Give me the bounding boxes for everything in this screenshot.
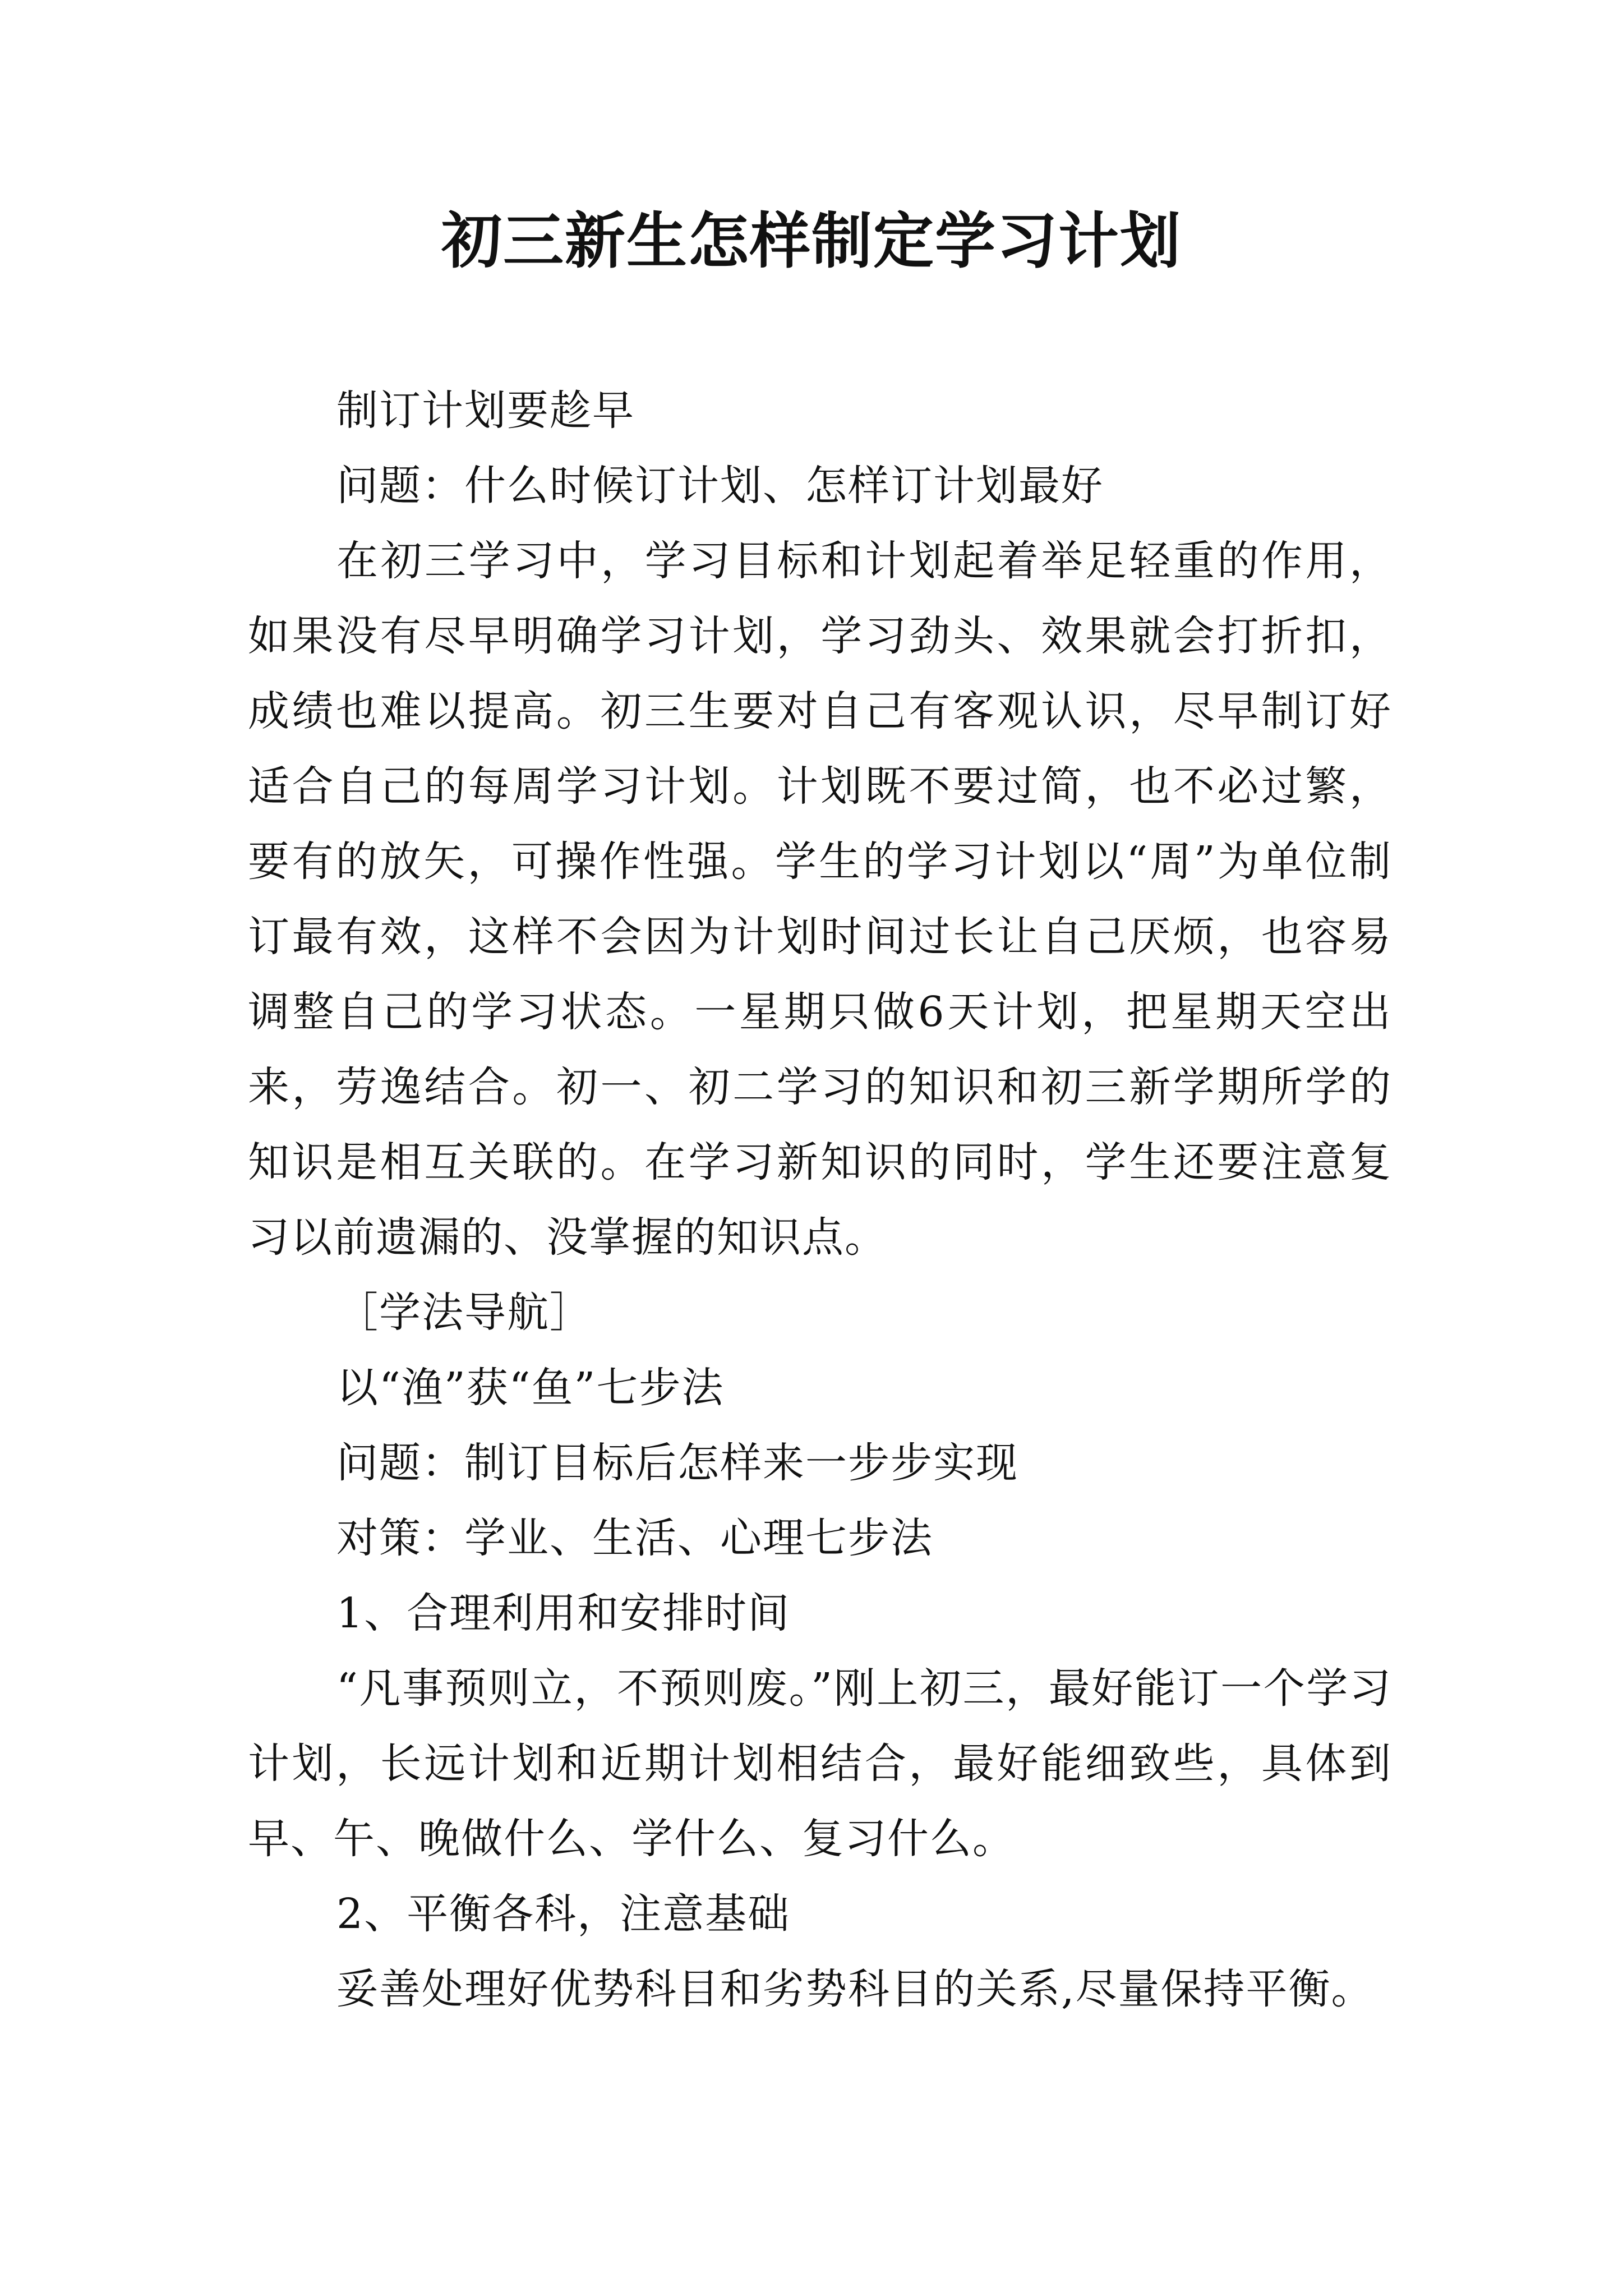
question-line: 问题：什么时候订计划、怎样订计划最好 (336, 462, 1104, 510)
question-line: 问题：制订目标后怎样来一步步实现 (336, 1439, 1018, 1487)
section-tag: ［学法导航］ (336, 1289, 592, 1337)
numbered-heading: 1、合理利用和安排时间 (336, 1589, 791, 1637)
section-heading: 以“渔”获“鱼”七步法 (336, 1364, 725, 1412)
section-heading: 制订计划要趁早 (336, 386, 635, 435)
body-paragraph: 在初三学习中，学习目标和计划起着举足轻重的作用，如果没有尽早明确学习计划，学习劲头、效果就会打折扣，成绩也难以提高。初三生要对自己有客观认识，尽早制订好适合自己的每周学习计划。计划既不要过简，也不必过繁，要有的放矢，可操作性强。学生的学习计划以“周”为单位制订最有效，这样不会因为计划时间过长让自己厌烦，也容易调整自己的学习状态。一星期只做6天计划，把星期天空出来，劳逸结合。初一、初二学习的知识和初三新学期所学的知识是相互关联的。在学习新知识的同时，学生还要注意复习以前遗漏的、没掌握的知识点。 (248, 537, 1392, 1262)
body-paragraph: 妥善处理好优势科目和劣势科目的关系,尽量保持平衡。 (336, 1965, 1374, 2013)
document-body (248, 373, 1392, 2027)
body-paragraph: “凡事预则立，不预则废。”刚上初三，最好能订一个学习计划，长远计划和近期计划相结合，最好能细致些，具体到早、午、晚做什么、学什么、复习什么。 (248, 1664, 1392, 1863)
numbered-heading: 2、平衡各科，注意基础 (336, 1890, 791, 1938)
document-title: 初三新生怎样制定学习计划 (441, 206, 1182, 277)
strategy-line: 对策：学业、生活、心理七步法 (336, 1514, 933, 1562)
